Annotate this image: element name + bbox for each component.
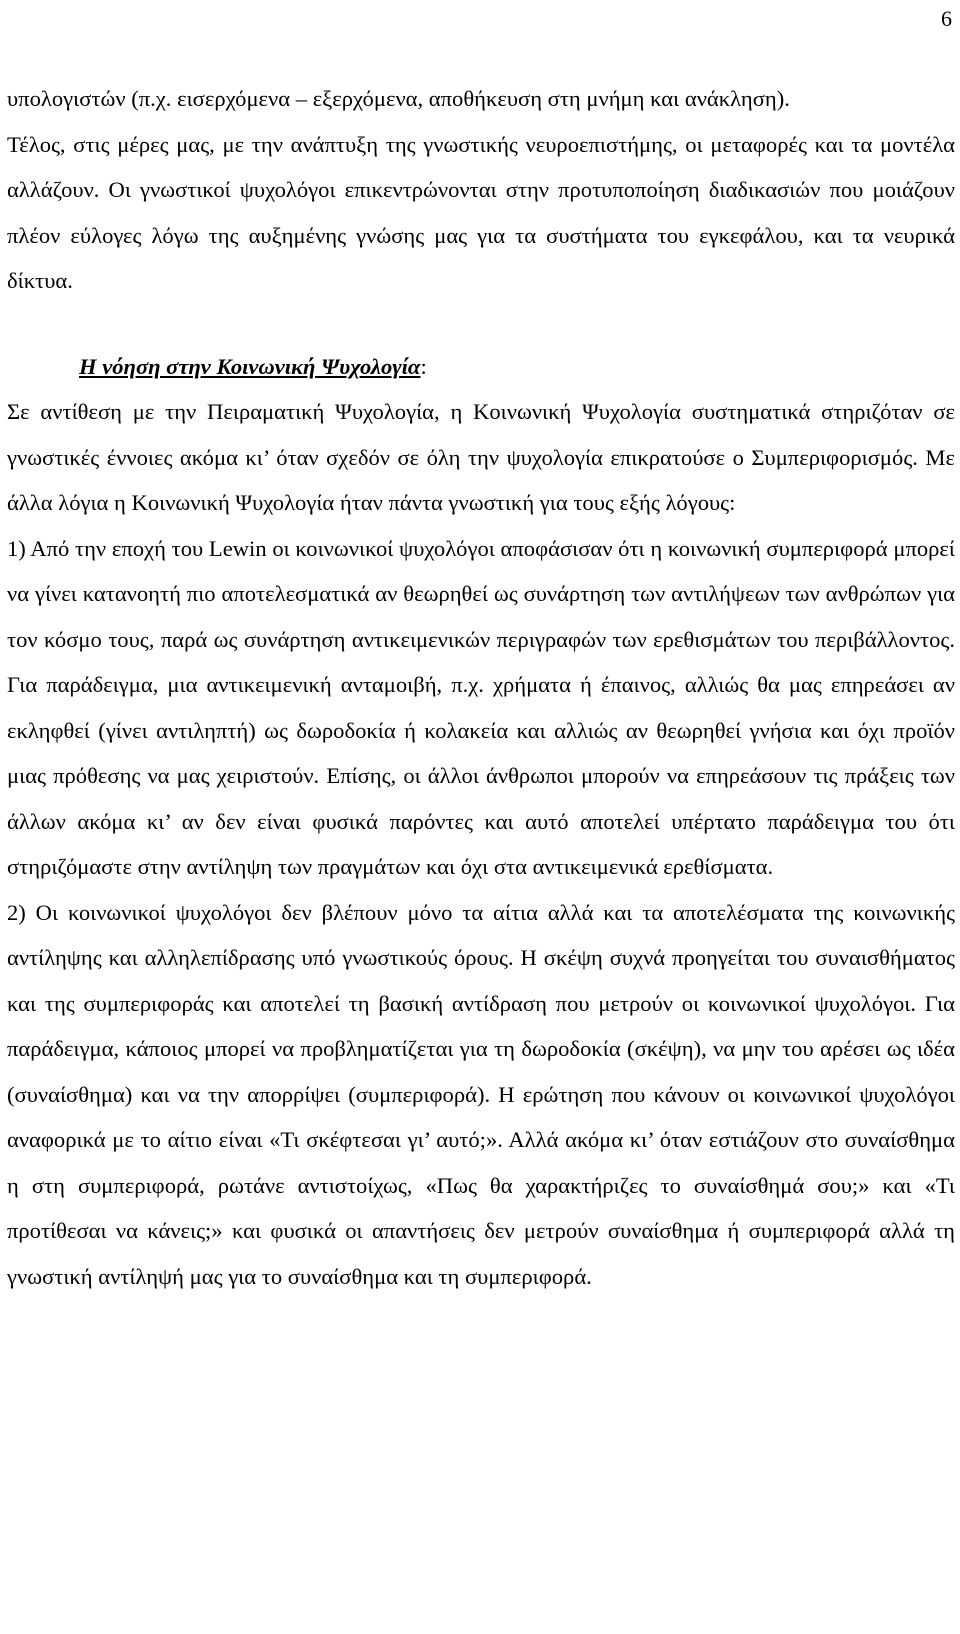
- intro-paragraph-1: υπολογιστών (π.χ. εισερχόμενα – εξερχόμενα, αποθήκευση στη μνήμη και ανάκληση).: [7, 86, 790, 111]
- section-heading-text: Η νόηση στην Κοινωνική Ψυχολογία: [79, 353, 421, 379]
- section-heading-colon: :: [420, 353, 427, 379]
- section-paragraph-1: Σε αντίθεση με την Πειραματική Ψυχολογία, η Κοινωνική Ψυχολογία συστηματικά στηριζόταν σε γνωστικές έννοιες ακόμα κι’ όταν σχεδόν σε όλη την ψυχολογία επικρατούσε ο Συμπεριφορισμός. Με άλλα λόγια η Κοινωνική Ψυχολογία ήταν πάντα γνωστική για τους εξής λόγους:: [7, 399, 955, 515]
- intro-paragraph-2: Τέλος, στις μέρες μας, με την ανάπτυξη της γνωστικής νευροεπιστήμης, οι μεταφορές και τα μοντέλα αλλάζουν. Οι γνωστικοί ψυχολόγοι επικεντρώνονται στην προτυποποίηση διαδικασιών που μοιάζουν πλέον εύλογες λόγω της αυξημένης γνώσης μας για τα συστήματα του εγκεφάλου, και τα νευρικά δίκτυα.: [7, 131, 955, 293]
- document-body: [7, 76, 955, 1299]
- section-heading: [7, 344, 955, 390]
- page-number: 6: [941, 6, 952, 31]
- section-paragraph-3: 2) Οι κοινωνικοί ψυχολόγοι δεν βλέπουν μόνο τα αίτια αλλά και τα αποτελέσματα της κοινωνικής αντίληψης και αλληλεπίδρασης υπό γνωστικούς όρους. Η σκέψη συχνά προηγείται του συναισθήματος και της συμπεριφοράς και αποτελεί τη βασική αντίδραση που μετρούν οι κοινωνικοί ψυχολόγοι. Για παράδειγμα, κάποιος μπορεί να προβληματίζεται για τη δωροδοκία (σκέψη), να μην του αρέσει ως ιδέα (συναίσθημα) και να την απορρίψει (συμπεριφορά). Η ερώτηση που κάνουν οι κοινωνικοί ψυχολόγοι αναφορικά με το αίτιο είναι «Τι σκέφτεσαι γι’ αυτό;». Αλλά ακόμα κι’ όταν εστιάζουν στο συναίσθημα η στη συμπεριφορά, ρωτάνε αντιστοίχως, «Πως θα χαρακτήριζες το συναίσθημά σου;» και «Τι προτίθεσαι να κάνεις;» και φυσικά οι απαντήσεις δεν μετρούν συναίσθημα ή συμπεριφορά αλλά τη γνωστική αντίληψή μας για το συναίσθημα και τη συμπεριφορά.: [7, 899, 955, 1289]
- section-paragraph-2: 1) Από την εποχή του Lewin οι κοινωνικοί ψυχολόγοι αποφάσισαν ότι η κοινωνική συμπεριφορά μπορεί να γίνει κατανοητή πιο αποτελεσματικά αν θεωρηθεί ως συνάρτηση των αντιλήψεων των ανθρώπων για τον κόσμο τους, παρά ως συνάρτηση αντικειμενικών περιγραφών των ερεθισμάτων του περιβάλλοντος. Για παράδειγμα, μια αντικειμενική ανταμοιβή, π.χ. χρήματα ή έπαινος, αλλιώς θα μας επηρεάσει αν εκληφθεί (γίνει αντιληπτή) ως δωροδοκία ή κολακεία και αλλιώς αν θεωρηθεί γνήσια και όχι προϊόν μιας πρόθεσης να μας χειριστούν. Επίσης, οι άλλοι άνθρωποι μπορούν να επηρεάσουν τις πράξεις των άλλων ακόμα κι’ αν δεν είναι φυσικά παρόντες και αυτό αποτελεί υπέρτατο παράδειγμα του ότι στηριζόμαστε στην αντίληψη των πραγμάτων και όχι στα αντικειμενικά ερεθίσματα.: [7, 535, 955, 879]
